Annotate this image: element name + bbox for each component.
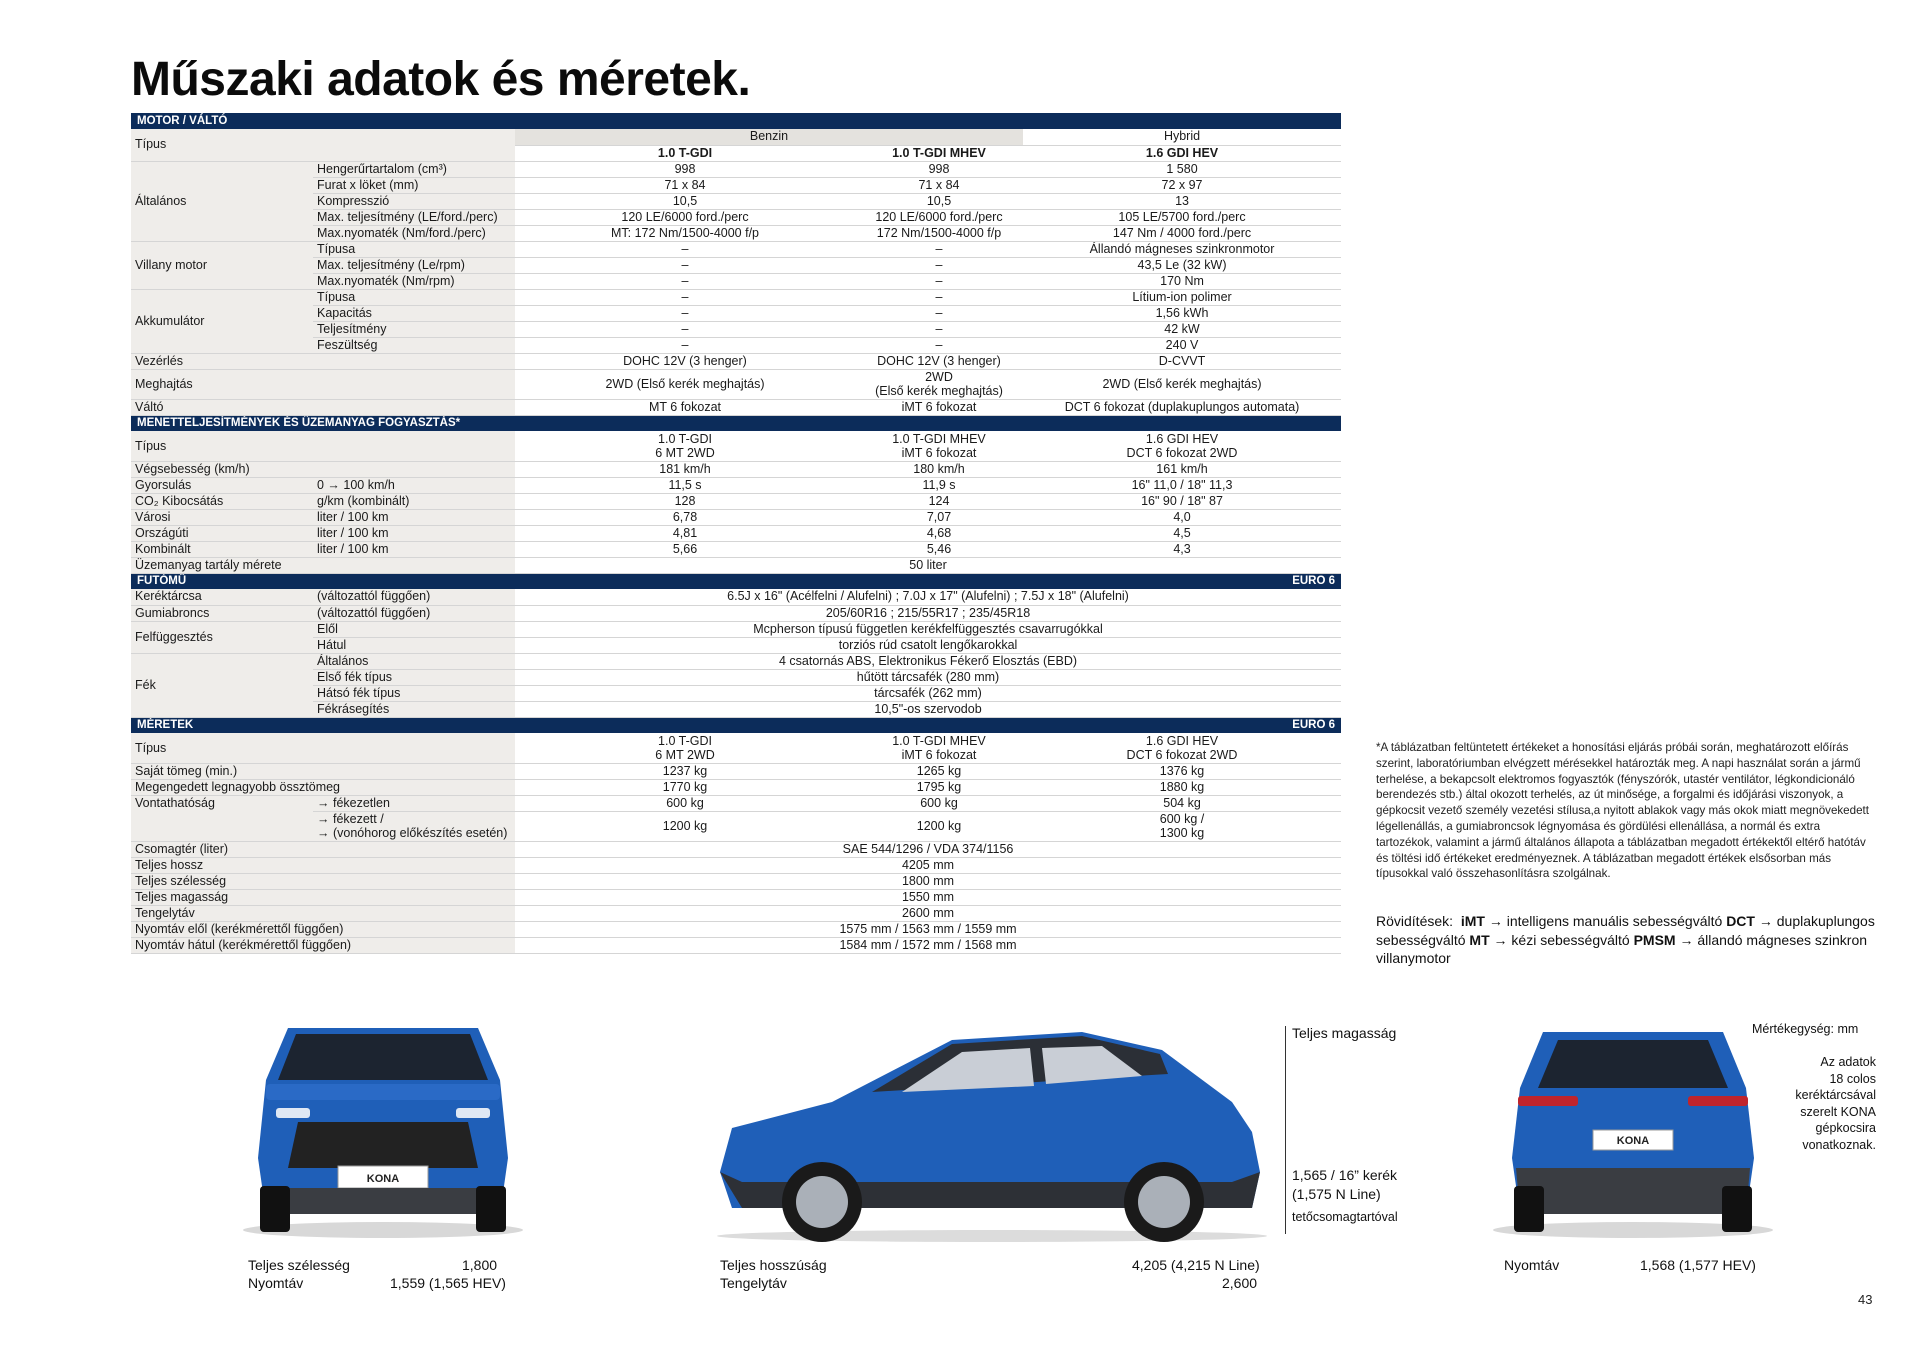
caption-wheelbase-value: 2,600 <box>1222 1275 1258 1291</box>
table-cell: 4 csatornás ABS, Elektronikus Fékerő Elosztás (EBD) <box>515 653 1341 669</box>
footnote: *A táblázatban feltüntetett értékeket a honosítási eljárás próbái során, meghatározott előírás szerint, laboratóriumban elvégzett mérésekkel határozták meg. A napi használat során a jármű terhelése, a bekapcsolt elektromos fogyasztók (fényszórók, utastér ventilátor, légkondicionáló berendezés stb.) által okozott terhelés, az út minősége, a forgalmi és időjárási viszonyok, a gépkocsit vezető személy vezetési stílusa,a nyitott ablakok vagy más okok miatt megnövekedett légellenállás, a gumiabroncsok légnyomása és gördülési ellenállása, a normál és extra tartozékok, valamint a jármű általános állapota a táblázatban megadott értékektől eltérő hatótáv és töltési idő értékeket eredményeznek. A táblázatban megadott értékek elsősorban más típusokkal való összehasonlításra szolgálnak. <box>1376 741 1869 881</box>
table-row <box>131 257 1341 273</box>
table-cell <box>855 431 1023 461</box>
table-cell: 172 Nm/1500-4000 f/p <box>855 225 1023 241</box>
table-cell: 1.0 T-GDI MHEV <box>855 145 1023 161</box>
row-label: Vontathatóság <box>131 795 313 841</box>
table-cell: 161 km/h <box>1023 461 1341 477</box>
table-cell: 13 <box>1023 193 1341 209</box>
table-cell: 170 Nm <box>1023 273 1341 289</box>
abbreviations: Rövidítések: iMT → intelligens manuális sebességváltó DCT → duplakuplungos sebességváltó MT → kézi sebességváltó PMSM → állandó mágneses szinkron villanymotor <box>1376 913 1875 966</box>
row-label: Gyorsulás <box>131 477 313 493</box>
table-cell: SAE 544/1296 / VDA 374/1156 <box>515 841 1341 857</box>
text-line: → (vonóhorog előkészítés esetén) <box>317 826 508 840</box>
section-header-motor <box>131 113 1341 129</box>
car-front-image <box>238 1018 528 1240</box>
row-label: Fékrásegítés <box>313 701 515 717</box>
caption-wheelbase-label: Tengelytáv <box>720 1275 787 1291</box>
table-cell: 4,81 <box>515 525 855 541</box>
row-label: Típusa <box>313 241 515 257</box>
text-line: 2WD <box>925 370 953 384</box>
text-line: szerelt KONA <box>1800 1104 1876 1119</box>
table-cell: 1575 mm / 1563 mm / 1559 mm <box>515 921 1341 937</box>
row-label: Típus <box>131 733 515 763</box>
text-line: 6 MT 2WD <box>655 445 715 460</box>
caption-height-nline: (1,575 N Line) <box>1292 1186 1381 1202</box>
table-cell: 1200 kg <box>855 811 1023 841</box>
table-cell: 998 <box>855 161 1023 177</box>
table-cell: Hybrid <box>1023 129 1341 145</box>
row-label: Kapacitás <box>313 305 515 321</box>
table-row <box>131 337 1341 353</box>
row-label: Max. teljesítmény (LE/ford./perc) <box>313 209 515 225</box>
row-label <box>313 461 515 477</box>
table-cell: 4,68 <box>855 525 1023 541</box>
text-line: 18 colos <box>1829 1071 1876 1086</box>
table-row <box>131 177 1341 193</box>
height-indicator-line <box>1285 1026 1286 1234</box>
table-row <box>131 589 1341 605</box>
table-cell: 1265 kg <box>855 763 1023 779</box>
caption-length-label: Teljes hosszúság <box>720 1257 827 1273</box>
section-header-chassis <box>131 573 1341 589</box>
table-cell: MÉRETEK <box>131 717 1023 733</box>
table-row <box>131 541 1341 557</box>
table-cell: 124 <box>855 493 1023 509</box>
table-row <box>131 493 1341 509</box>
row-label: Csomagtér (liter) <box>131 841 515 857</box>
table-row <box>131 857 1341 873</box>
table-cell: – <box>855 241 1023 257</box>
table-cell: 11,9 s <box>855 477 1023 493</box>
table-row <box>131 369 1341 399</box>
table-cell: 11,5 s <box>515 477 855 493</box>
text-line: iMT 6 fokozat <box>901 445 977 460</box>
table-cell <box>515 733 855 763</box>
table-row <box>131 605 1341 621</box>
text-line: duplakuplungos sebességváltó <box>1376 913 1875 948</box>
caption-height-roof: tetőcsomagtartóval <box>1292 1210 1398 1224</box>
table-cell: 72 x 97 <box>1023 177 1341 193</box>
table-row <box>131 905 1341 921</box>
table-cell: 5,46 <box>855 541 1023 557</box>
table-cell: FUTÓMŰ <box>131 573 1023 589</box>
spec-table <box>131 113 1341 954</box>
table-cell: 4205 mm <box>515 857 1341 873</box>
table-cell: 4,5 <box>1023 525 1341 541</box>
text-line: 6 MT 2WD <box>655 747 715 762</box>
text-line: Az adatok <box>1820 1055 1876 1069</box>
table-row <box>131 937 1341 953</box>
row-label: Váltó <box>131 399 515 415</box>
text-line: iMT 6 fokozat <box>901 747 977 762</box>
row-label: Nyomtáv elől (kerékmérettől függően) <box>131 921 515 937</box>
table-cell <box>855 369 1023 399</box>
table-cell: 1 580 <box>1023 161 1341 177</box>
row-label: Hátsó fék típus <box>313 685 515 701</box>
table-cell: 50 liter <box>515 557 1341 573</box>
text-line: → fékezett / <box>317 812 384 826</box>
table-cell: 600 kg <box>855 795 1023 811</box>
row-label: Városi <box>131 509 313 525</box>
caption-front-width-value: 1,800 <box>462 1257 498 1273</box>
table-row <box>131 305 1341 321</box>
table-row <box>131 701 1341 717</box>
table-cell: Mcpherson típusú független kerékfelfüggesztés csavarrugókkal <box>515 621 1341 637</box>
page-number: 43 <box>1858 1292 1873 1307</box>
table-cell: D-CVVT <box>1023 353 1341 369</box>
car-side-image <box>712 1022 1272 1244</box>
row-label: → fékezetlen <box>313 795 515 811</box>
license-plate: KONA <box>366 1173 400 1185</box>
table-row <box>131 509 1341 525</box>
row-label: Fék <box>131 653 313 717</box>
row-label: Típus <box>131 129 515 161</box>
text-line: MT <box>1469 931 1490 948</box>
table-cell: 43,5 Le (32 kW) <box>1023 257 1341 273</box>
table-cell: iMT 6 fokozat <box>855 399 1023 415</box>
row-label: CO₂ Kibocsátás <box>131 493 313 509</box>
table-cell: 2WD (Első kerék meghajtás) <box>1023 369 1341 399</box>
text-line: iMT <box>1460 913 1485 929</box>
table-row <box>131 733 1341 763</box>
table-row <box>131 557 1341 573</box>
table-row <box>131 161 1341 177</box>
row-label: Országúti <box>131 525 313 541</box>
section-header-performance <box>131 415 1341 431</box>
row-label: Kombinált <box>131 541 313 557</box>
table-cell: 42 kW <box>1023 321 1341 337</box>
row-label: Első fék típus <box>313 669 515 685</box>
text-line: 1.0 T-GDI <box>658 733 712 748</box>
row-label: Villany motor <box>131 241 313 289</box>
table-cell: EURO 6 <box>1023 717 1341 733</box>
table-row <box>131 621 1341 637</box>
table-row <box>131 209 1341 225</box>
wheel-note <box>1760 1054 1876 1153</box>
table-cell: MOTOR / VÁLTÓ <box>131 113 1341 129</box>
table-cell: Lítium-ion polimer <box>1023 289 1341 305</box>
table-cell: – <box>855 289 1023 305</box>
table-cell: 2WD (Első kerék meghajtás) <box>515 369 855 399</box>
row-label: Tengelytáv <box>131 905 515 921</box>
row-label: Teljes hossz <box>131 857 515 873</box>
table-cell: – <box>515 337 855 353</box>
caption-height-label: Teljes magasság <box>1292 1025 1397 1041</box>
table-cell: 240 V <box>1023 337 1341 353</box>
text-line: DCT <box>1726 913 1755 929</box>
table-cell: 71 x 84 <box>855 177 1023 193</box>
table-row <box>131 129 1341 145</box>
car-rear-image <box>1488 1018 1778 1240</box>
text-line: DCT 6 fokozat 2WD <box>1126 747 1238 762</box>
row-label: g/km (kombinált) <box>313 493 515 509</box>
text-line: vonatkoznak. <box>1802 1137 1876 1152</box>
table-cell: 1200 kg <box>515 811 855 841</box>
caption-front-track-label: Nyomtáv <box>248 1275 304 1291</box>
table-cell: 205/60R16 ; 215/55R17 ; 235/45R18 <box>515 605 1341 621</box>
table-cell: 181 km/h <box>515 461 855 477</box>
section-header-dimensions <box>131 717 1341 733</box>
table-row <box>131 399 1341 415</box>
row-label: Típusa <box>313 289 515 305</box>
table-cell <box>1023 431 1341 461</box>
table-row <box>131 225 1341 241</box>
row-label: Hengerűrtartalom (cm³) <box>313 161 515 177</box>
table-row <box>131 763 1341 779</box>
caption-front-track-value: 1,559 (1,565 HEV) <box>390 1275 506 1291</box>
text-line: 1.0 T-GDI <box>658 431 712 446</box>
row-label: Nyomtáv hátul (kerékmérettől függően) <box>131 937 515 953</box>
table-row <box>131 685 1341 701</box>
row-label: liter / 100 km <box>313 525 515 541</box>
table-cell: DCT 6 fokozat (duplakuplungos automata) <box>1023 399 1341 415</box>
row-label: Meghajtás <box>131 369 515 399</box>
table-cell <box>1023 811 1341 841</box>
table-cell <box>1023 733 1341 763</box>
table-cell: 10,5 <box>855 193 1023 209</box>
table-cell: 6,78 <box>515 509 855 525</box>
table-cell: – <box>855 305 1023 321</box>
text-line: 1.0 T-GDI MHEV <box>892 431 986 446</box>
rear-license-plate: KONA <box>1616 1135 1650 1147</box>
row-label: Teljes magasság <box>131 889 515 905</box>
table-row <box>131 193 1341 209</box>
table-row <box>131 669 1341 685</box>
table-row <box>131 921 1341 937</box>
row-label: liter / 100 km <box>313 509 515 525</box>
table-cell: 120 LE/6000 ford./perc <box>515 209 855 225</box>
table-cell: 1237 kg <box>515 763 855 779</box>
row-label: Hátul <box>313 637 515 653</box>
caption-rear-track-value: 1,568 (1,577 HEV) <box>1640 1257 1756 1273</box>
text-line: 1300 kg <box>1159 826 1205 840</box>
row-label: Furat x löket (mm) <box>313 177 515 193</box>
table-cell: torziós rúd csatolt lengőkarokkal <box>515 637 1341 653</box>
table-row <box>131 779 1341 795</box>
row-label: (változattól függően) <box>313 605 515 621</box>
table-cell: 10,5 <box>515 193 855 209</box>
text-line: kézi sebességváltó <box>1511 931 1630 948</box>
text-line: állandó mágneses szinkron villanymotor <box>1376 931 1868 966</box>
text-line: 1.6 GDI HEV <box>1145 431 1219 446</box>
table-cell: EURO 6 <box>1023 573 1341 589</box>
table-cell: 1.0 T-GDI <box>515 145 855 161</box>
table-cell: 5,66 <box>515 541 855 557</box>
table-row <box>131 353 1341 369</box>
table-cell: 1800 mm <box>515 873 1341 889</box>
table-cell: 1550 mm <box>515 889 1341 905</box>
table-cell: 10,5"-os szervodob <box>515 701 1341 717</box>
text-line: 1.0 T-GDI MHEV <box>892 733 986 748</box>
row-label: Üzemanyag tartály mérete <box>131 557 515 573</box>
page-title: Műszaki adatok és méretek. <box>131 53 751 106</box>
text-line: gépkocsira <box>1815 1121 1876 1135</box>
table-cell: – <box>515 257 855 273</box>
table-cell: 4,0 <box>1023 509 1341 525</box>
table-row <box>131 461 1341 477</box>
text-line: (Első kerék meghajtás) <box>875 384 1003 398</box>
row-label: Felfüggesztés <box>131 621 313 653</box>
table-row <box>131 795 1341 811</box>
row-label <box>313 811 515 841</box>
text-line: DCT 6 fokozat 2WD <box>1126 445 1238 460</box>
row-label: Feszültség <box>313 337 515 353</box>
table-row <box>131 889 1341 905</box>
table-cell: hűtött tárcsafék (280 mm) <box>515 669 1341 685</box>
row-label: Kompresszió <box>313 193 515 209</box>
table-cell: – <box>515 273 855 289</box>
table-row <box>131 653 1341 669</box>
row-label: Általános <box>313 653 515 669</box>
table-cell: MT 6 fokozat <box>515 399 855 415</box>
table-cell: 147 Nm / 4000 ford./perc <box>1023 225 1341 241</box>
table-cell: – <box>855 337 1023 353</box>
table-cell: 1770 kg <box>515 779 855 795</box>
caption-length-value: 4,205 (4,215 N Line) <box>1132 1257 1260 1273</box>
table-cell: Állandó mágneses szinkronmotor <box>1023 241 1341 257</box>
table-cell: – <box>855 257 1023 273</box>
row-label: Max.nyomaték (Nm/ford./perc) <box>313 225 515 241</box>
row-label: Keréktárcsa <box>131 589 313 605</box>
table-cell: MENETTELJESÍTMÉNYEK ÉS ÜZEMANYAG FOGYASZTÁS* <box>131 415 1341 431</box>
row-label: (változattól függően) <box>313 589 515 605</box>
table-row <box>131 637 1341 653</box>
table-cell: 1.6 GDI HEV <box>1023 145 1341 161</box>
caption-height-wheel: 1,565 / 16” kerék <box>1292 1167 1398 1183</box>
table-cell: 1880 kg <box>1023 779 1341 795</box>
table-row <box>131 841 1341 857</box>
table-row <box>131 873 1341 889</box>
row-label: Típus <box>131 431 515 461</box>
row-label: Max. teljesítmény (Le/rpm) <box>313 257 515 273</box>
row-label: Max.nyomaték (Nm/rpm) <box>313 273 515 289</box>
table-cell: 4,3 <box>1023 541 1341 557</box>
row-label: Megengedett legnagyobb össztömeg <box>131 779 515 795</box>
caption-rear-track-label: Nyomtáv <box>1504 1257 1560 1273</box>
table-row <box>131 811 1341 841</box>
table-cell: MT: 172 Nm/1500-4000 f/p <box>515 225 855 241</box>
table-cell: tárcsafék (262 mm) <box>515 685 1341 701</box>
text-line: keréktárcsával <box>1795 1088 1876 1102</box>
table-cell: – <box>855 273 1023 289</box>
row-label: liter / 100 km <box>313 541 515 557</box>
table-row <box>131 431 1341 461</box>
table-cell: Benzin <box>515 129 1023 145</box>
row-label: 0 → 100 km/h <box>313 477 515 493</box>
table-cell: 2600 mm <box>515 905 1341 921</box>
text-line: intelligens manuális sebességváltó <box>1506 913 1723 929</box>
row-label: Gumiabroncs <box>131 605 313 621</box>
table-cell: 998 <box>515 161 855 177</box>
row-label: Vezérlés <box>131 353 515 369</box>
table-cell: – <box>515 305 855 321</box>
text-line: 600 kg / <box>1159 812 1205 826</box>
table-cell: 6.5J x 16" (Acélfelni / Alufelni) ; 7.0J x 17" (Alufelni) ; 7.5J x 18" (Alufelni) <box>515 589 1341 605</box>
row-label: Saját tömeg (min.) <box>131 763 515 779</box>
row-label: Végsebesség (km/h) <box>131 461 313 477</box>
row-label: Elől <box>313 621 515 637</box>
table-cell: 7,07 <box>855 509 1023 525</box>
row-label: Teljesítmény <box>313 321 515 337</box>
table-cell: 1584 mm / 1572 mm / 1568 mm <box>515 937 1341 953</box>
table-row <box>131 241 1341 257</box>
table-cell: 180 km/h <box>855 461 1023 477</box>
table-row <box>131 321 1341 337</box>
table-cell <box>855 733 1023 763</box>
unit-label: Mértékegység: mm <box>1752 1022 1859 1036</box>
table-cell: 16" 90 / 18" 87 <box>1023 493 1341 509</box>
row-label: Teljes szélesség <box>131 873 515 889</box>
caption-front-width-label: Teljes szélesség <box>248 1257 350 1273</box>
table-cell: 1,56 kWh <box>1023 305 1341 321</box>
table-cell: 1795 kg <box>855 779 1023 795</box>
table-cell: 504 kg <box>1023 795 1341 811</box>
table-cell: 600 kg <box>515 795 855 811</box>
row-label: Általános <box>131 161 313 241</box>
table-row <box>131 273 1341 289</box>
table-cell: 128 <box>515 493 855 509</box>
table-cell: 120 LE/6000 ford./perc <box>855 209 1023 225</box>
table-cell: 105 LE/5700 ford./perc <box>1023 209 1341 225</box>
table-row <box>131 525 1341 541</box>
table-cell <box>515 431 855 461</box>
table-cell: 71 x 84 <box>515 177 855 193</box>
text-line: 1.6 GDI HEV <box>1145 733 1219 748</box>
text-line: Rövidítések: <box>1376 913 1454 929</box>
table-cell: – <box>515 241 855 257</box>
table-cell: 1376 kg <box>1023 763 1341 779</box>
table-cell: DOHC 12V (3 henger) <box>515 353 855 369</box>
row-label: Akkumulátor <box>131 289 313 353</box>
table-cell: DOHC 12V (3 henger) <box>855 353 1023 369</box>
table-cell: – <box>855 321 1023 337</box>
table-row <box>131 477 1341 493</box>
table-cell: 16" 11,0 / 18" 11,3 <box>1023 477 1341 493</box>
table-cell: – <box>515 289 855 305</box>
table-cell: – <box>515 321 855 337</box>
text-line: PMSM <box>1633 931 1676 948</box>
table-row <box>131 289 1341 305</box>
